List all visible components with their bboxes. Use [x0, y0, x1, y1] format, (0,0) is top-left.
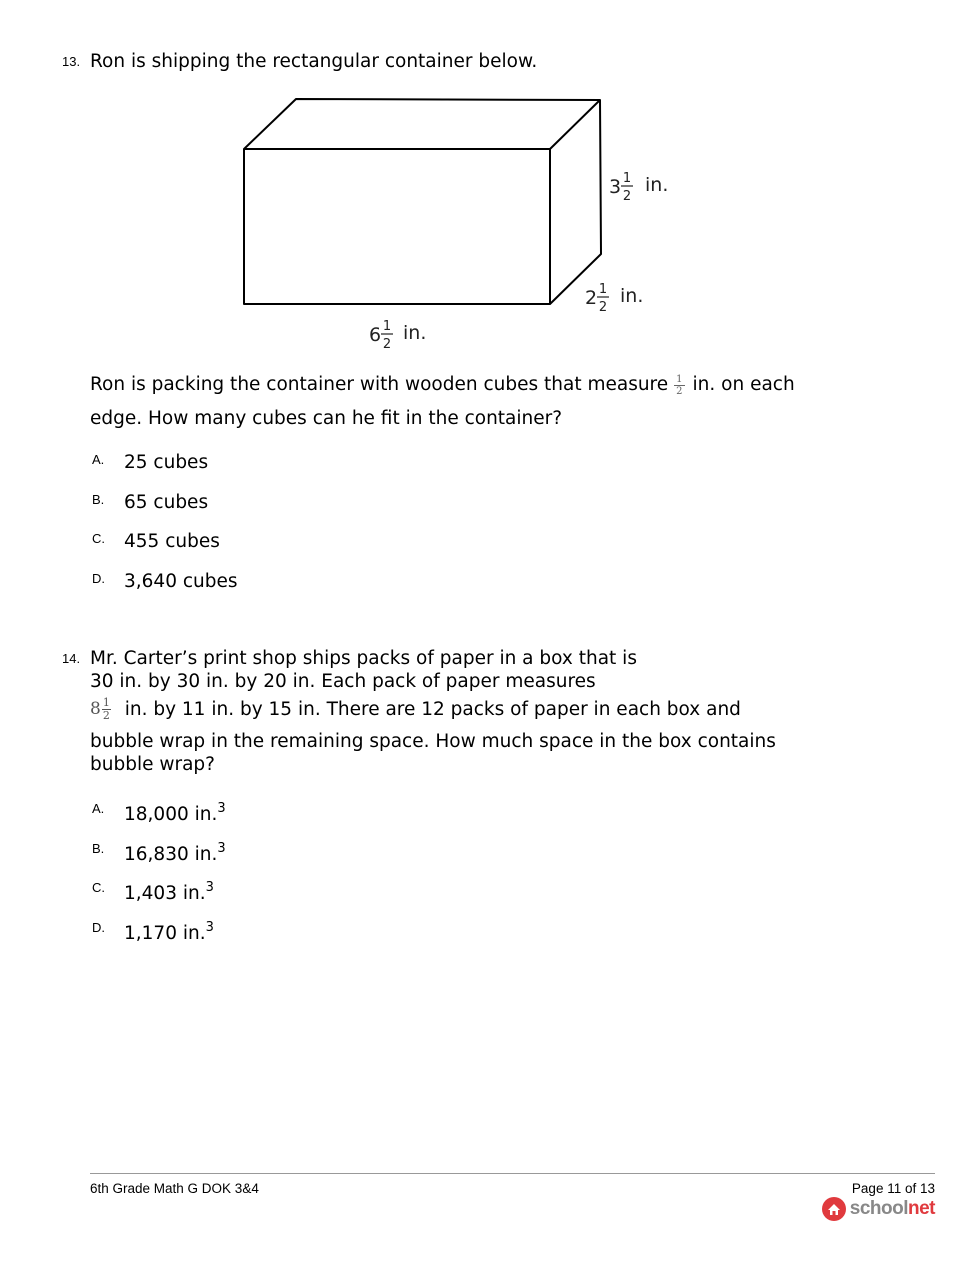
- height-label-unit: in.: [645, 174, 669, 196]
- depth-label-num: 1: [598, 282, 608, 297]
- para-part2: in. on each edge. How many cubes can he fit in the container?: [90, 374, 795, 429]
- height-label-den: 2: [622, 189, 632, 204]
- q14-line4: bubble wrap in the remaining space. How much space in the box contains bubble wrap?: [90, 731, 776, 775]
- question-number: 13.: [62, 54, 81, 69]
- width-label-whole: 6: [369, 324, 382, 346]
- q14-line1: Mr. Carter’s print shop ships packs of paper in a box that is: [90, 648, 637, 669]
- footer-divider: [90, 1173, 935, 1174]
- q14-line3-row: [90, 697, 832, 722]
- para-part1: Ron is packing the container with wooden cubes that measure: [90, 374, 669, 395]
- q14-line2: 30 in. by 30 in. by 20 in. Each pack of paper measures: [90, 671, 596, 692]
- rectangular-prism-figure: [0, 0, 979, 360]
- house-icon: [821, 1196, 847, 1222]
- width-label-den: 2: [382, 337, 392, 352]
- prism-side-face: [550, 100, 601, 304]
- height-label-whole: 3: [609, 176, 622, 198]
- half-fraction: $\frac{1}{2}$: [676, 373, 683, 397]
- question-number: 14.: [62, 651, 81, 666]
- width-label-unit: in.: [403, 322, 427, 344]
- width-label-num: 1: [382, 319, 392, 334]
- prism-front-face: [244, 149, 550, 304]
- question-stem: [90, 647, 832, 776]
- question-14: [62, 647, 832, 776]
- schoolnet-logo: schoolnet: [821, 1196, 935, 1222]
- depth-label-whole: 2: [585, 287, 598, 309]
- question-stem: Ron is shipping the rectangular container below.: [90, 51, 538, 72]
- height-label-num: 1: [622, 171, 632, 186]
- question-13-paragraph: [90, 368, 830, 436]
- depth-label-unit: in.: [620, 285, 644, 307]
- prism-top-face: [244, 99, 600, 149]
- footer-title: 6th Grade Math G DOK 3&4: [90, 1181, 259, 1196]
- page-number: Page 11 of 13: [851, 1181, 935, 1196]
- mixed-number: 8 $\frac{1}{2}$: [90, 696, 110, 722]
- depth-label-den: 2: [598, 300, 608, 315]
- q14-line3: in. by 11 in. by 15 in. There are 12 packs of paper in each box and: [124, 698, 741, 720]
